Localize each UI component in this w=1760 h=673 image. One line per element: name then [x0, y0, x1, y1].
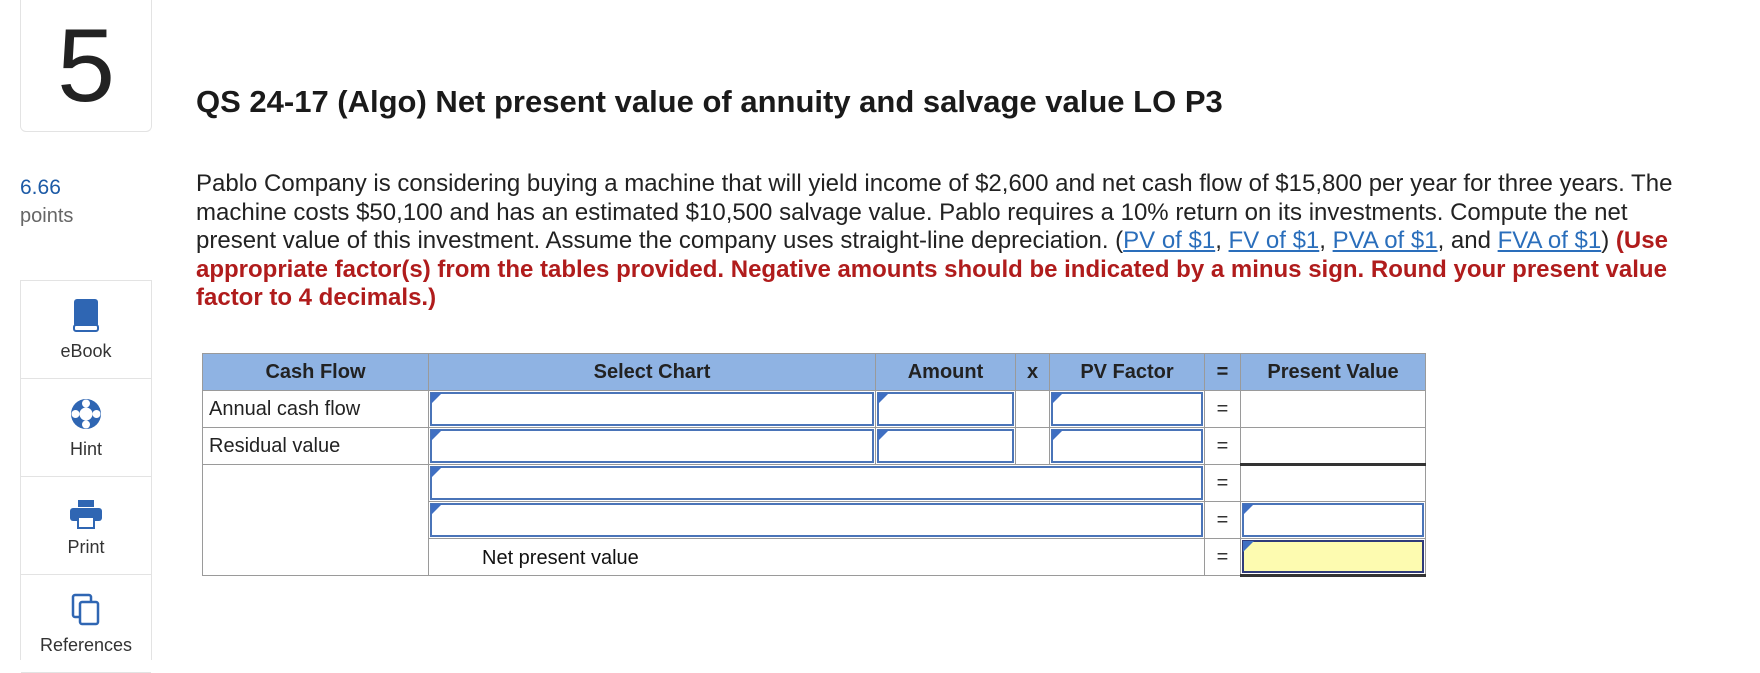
- question-number: 5: [57, 7, 115, 124]
- cell-amount: [876, 428, 1016, 465]
- prompt-text: Pablo Company is considering buying a machine that will yield income of $2,600 and net cash flow of $15,800 per year for three years. The machine costs $50,100 and has an estimated $10,500 salvage value. Pablo requires a 10% return on its investments. Compute the net present value of this investment. Assume the company uses straight-line depreciation. (: [196, 170, 1673, 254]
- cell-select-chart: [429, 428, 876, 465]
- print-label: Print: [67, 537, 105, 557]
- header-amount: Amount: [876, 354, 1016, 391]
- net-present-value-input[interactable]: [1242, 540, 1424, 573]
- header-pv-factor: PV Factor: [1050, 354, 1205, 391]
- amount-input[interactable]: [877, 429, 1014, 463]
- header-select-chart: Select Chart: [429, 354, 876, 391]
- equals-sign: =: [1205, 502, 1241, 539]
- pv-factor-input[interactable]: [1051, 392, 1203, 426]
- table-row: [203, 391, 1426, 428]
- ebook-label: eBook: [60, 341, 112, 361]
- pva-of-1-link[interactable]: PVA of $1: [1332, 227, 1438, 254]
- select-chart-dropdown[interactable]: [430, 392, 874, 426]
- cell-present-value: [1241, 428, 1426, 465]
- fva-of-1-link[interactable]: FVA of $1: [1497, 227, 1602, 254]
- cell-wide-input: [429, 465, 1205, 502]
- question-prompt: Pablo Company is considering buying a machine that will yield income of $2,600 and net cash flow of $15,800 per year for three years. The machine costs $50,100 and has an estimated $10,500 salvage value. Pablo requires a 10% return on its investments. Compute the net present value of this investment. Assume the company uses straight-line depreciation. (PV of $1, FV of $1, PVA of $1, and FVA of $1) (Use appropriate factor(s) from the tables provided. Negative amounts should be indicated by a minus sign. Round your present value factor to 4 decimals.): [196, 170, 1673, 311]
- pv-factor-input[interactable]: [1051, 429, 1203, 463]
- cell-select-chart: [429, 391, 876, 428]
- equals-sign: =: [1205, 465, 1241, 502]
- cell-times: [1016, 428, 1050, 465]
- ebook-button[interactable]: [21, 281, 151, 379]
- row-label-residual-value: Residual value: [203, 428, 429, 465]
- cell-times: [1016, 391, 1050, 428]
- cell-present-value: [1241, 391, 1426, 428]
- row-label-annual-cash-flow: Annual cash flow: [203, 391, 429, 428]
- cell-wide-input: [429, 502, 1205, 539]
- cell-present-value: [1241, 502, 1426, 539]
- copy-icon: [71, 593, 101, 627]
- cell-pv-factor: [1050, 428, 1205, 465]
- select-chart-dropdown[interactable]: [430, 429, 874, 463]
- references-button[interactable]: [21, 575, 151, 673]
- cell-pv-factor: [1050, 391, 1205, 428]
- references-label: References: [39, 635, 133, 655]
- header-cash-flow: Cash Flow: [203, 354, 429, 391]
- printer-icon: [69, 499, 103, 529]
- hint-button[interactable]: [21, 379, 151, 477]
- equals-sign: =: [1205, 539, 1241, 576]
- cell-present-value: [1241, 465, 1426, 502]
- pv-of-1-link[interactable]: PV of $1: [1123, 227, 1216, 254]
- header-equals: =: [1205, 354, 1241, 391]
- equals-sign: =: [1205, 428, 1241, 465]
- net-present-value-label: Net present value: [482, 547, 639, 569]
- header-times: x: [1016, 354, 1050, 391]
- points-label: points: [20, 205, 74, 227]
- equals-sign: =: [1205, 391, 1241, 428]
- table-row: [203, 465, 1426, 502]
- header-present-value: Present Value: [1241, 354, 1426, 391]
- instruction-text: (Use appropriate factor(s) from the tables provided. Negative amounts should be indicated by a minus sign. Round your present value factor to 4 decimals.): [196, 227, 1668, 311]
- present-value-input[interactable]: [1242, 503, 1424, 537]
- cash-flow-empty-cell: [203, 465, 429, 576]
- line-item-input[interactable]: [430, 503, 1203, 537]
- lifebuoy-icon: [69, 397, 103, 431]
- cell-net-present-value: [1241, 539, 1426, 576]
- points-value: 6.66: [20, 176, 61, 199]
- hint-label: Hint: [69, 439, 102, 459]
- book-icon: [71, 297, 101, 333]
- cell-npv-label: [429, 539, 1205, 576]
- line-item-input[interactable]: [430, 466, 1203, 500]
- question-number-box: [20, 0, 152, 132]
- print-button[interactable]: [21, 477, 151, 575]
- cell-amount: [876, 391, 1016, 428]
- question-title: QS 24-17 (Algo) Net present value of annuity and salvage value LO P3: [196, 84, 1223, 119]
- amount-input[interactable]: [877, 392, 1014, 426]
- tool-rail: [20, 280, 152, 660]
- header-row: [203, 354, 1426, 391]
- npv-worksheet: [202, 353, 1426, 577]
- fv-of-1-link[interactable]: FV of $1: [1228, 227, 1320, 254]
- table-row: [203, 428, 1426, 465]
